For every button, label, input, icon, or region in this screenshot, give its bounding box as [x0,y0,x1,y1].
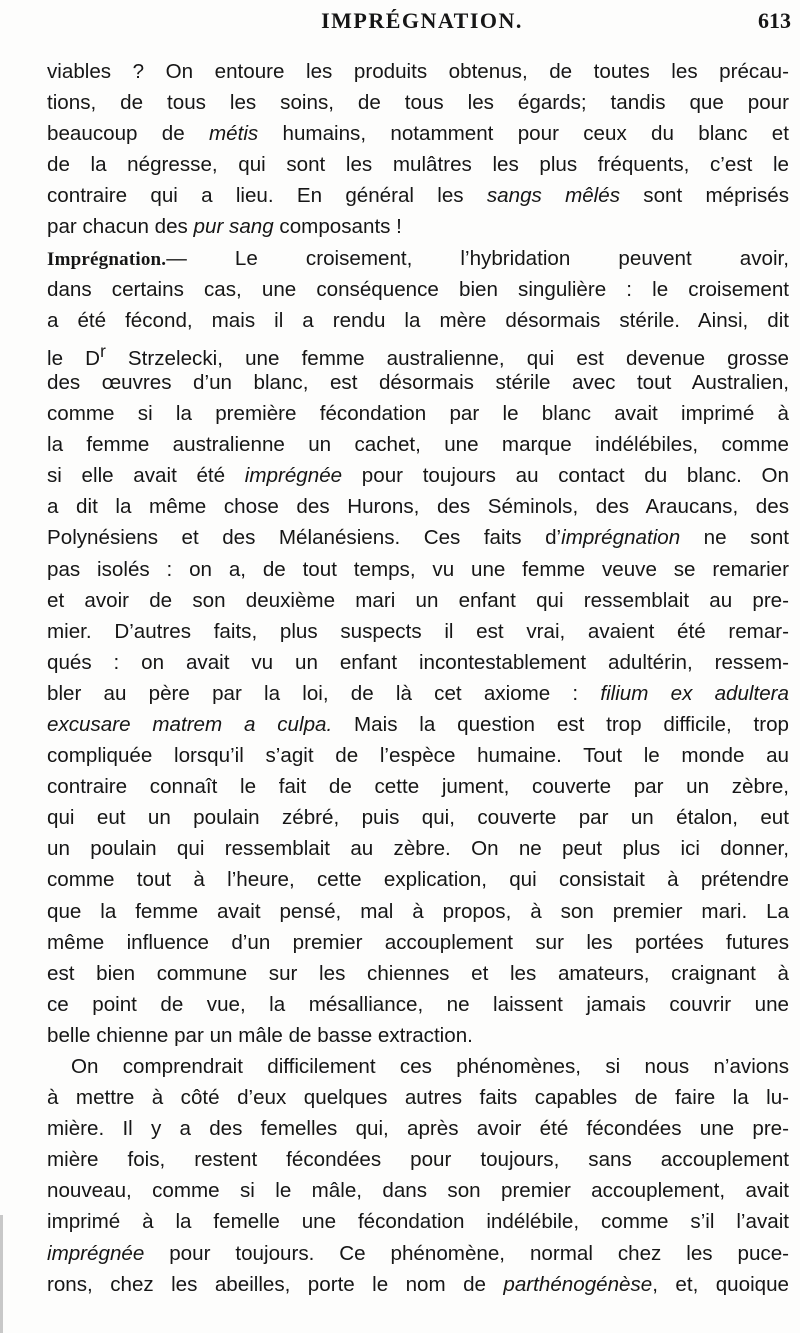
text-line: et avoir de son deuxième mari un enfant qui ressemblait au pre- [47,588,789,612]
text-line: nouveau, comme si le mâle, dans son premier accouplement, avait [47,1179,789,1203]
text-line: un poulain qui ressemblait au zèbre. On ne peut plus ici donner, [47,837,789,861]
italic-term: imprégnée [47,1241,145,1265]
text-line: le $D^r$ Strzelecki, une femme australienne, qui est devenue grosse [47,340,789,370]
text-line: excusare matrem a culpa. Mais la question est trop difficile, trop [47,712,789,736]
text-line: imprégnée pour toujours. Ce phénomène, normal chez les puce- [47,1241,789,1265]
text-line: imprimé à la femelle une fécondation indélébile, comme s’il l’avait [47,1210,789,1234]
italic-term: excusare matrem a culpa. [47,712,333,736]
text-line: mière. Il y a des femelles qui, après avoir été fécondées une pre- [47,1117,789,1141]
italic-term: pur sang [193,215,274,239]
text-line: de la négresse, qui sont les mulâtres les plus fréquents, c’est le [47,153,789,177]
text-line: mière fois, restent fécondées pour toujours, sans accouplement [47,1148,789,1172]
text-line: des œuvres d’un blanc, est désormais stérile avec tout Australien, [47,370,789,394]
text-line: comme tout à l’heure, cette explication, qui consistait à prétendre [47,868,789,892]
text-line: rons, chez les abeilles, porte le nom de parthénogénèse, et, quoique [47,1272,789,1296]
italic-term: imprégnation [561,526,681,550]
text-line: belle chienne par un mâle de basse extraction. [47,1023,473,1047]
text-line: viables ? On entoure les produits obtenus, de toutes les précau- [47,60,789,83]
text-line: que la femme avait pensé, mal à propos, à son premier mari. La [47,899,789,923]
text-line: bler au père par la loi, de là cet axiome : filium ex adultera [47,681,789,705]
text-line: mier. D’autres faits, plus suspects il est vrai, avaient été remar- [47,619,789,643]
italic-term: filium ex adultera [600,681,789,705]
text-line: qués : on avait vu un enfant incontestablement adultérin, ressem- [47,650,789,674]
text-line: la femme australienne un cachet, une marque indélébiles, comme [47,433,789,457]
italic-term: métis [209,122,259,146]
text-line: comme si la première fécondation par le blanc avait imprimé à [47,402,789,426]
italic-term: parthénogénèse [503,1272,653,1296]
text-line: contraire qui a lieu. En général les sangs mêlés sont méprisés [47,184,789,208]
paragraph-start-line: On comprendrait difficilement ces phénomènes, si nous n’avions [71,1055,789,1078]
body-text [47,56,789,1300]
section-heading: Imprégnation. [47,248,167,270]
text-line: qui eut un poulain zébré, puis qui, couverte par un étalon, eut [47,806,789,830]
text-line: a dit la même chose des Hurons, des Séminols, des Araucans, des [47,495,789,519]
text-line: par chacun des pur sang composants ! [47,215,402,239]
text-line: dans certains cas, une conséquence bien singulière : le croisement [47,277,789,301]
running-title: IMPRÉGNATION. [321,8,523,33]
superscript: r [100,340,106,361]
text-line: pas isolés : on a, de tout temps, vu une femme veuve se remarier [47,557,789,581]
text-line: est bien commune sur les chiennes et les amateurs, craignant à [47,961,789,985]
section-heading-line: Imprégnation.— Le croisement, l’hybridation peuvent avoir, [47,246,789,270]
italic-term: imprégnée [244,464,343,488]
text-line: a été fécond, mais il a rendu la mère désormais stérile. Ainsi, dit [47,308,789,332]
text-line: compliquée lorsqu’il s’agit de l’espèce humaine. Tout le monde au [47,744,789,768]
running-head [47,4,797,40]
text-line: beaucoup de métis humains, notamment pour ceux du blanc et [47,122,789,146]
text-line: si elle avait été imprégnée pour toujours au contact du blanc. On [47,464,789,488]
page-number: 613 [758,8,791,33]
text-line: contraire connaît le fait de cette jument, couverte par un zèbre, [47,775,789,799]
text-line: même influence d’un premier accouplement sur les portées futures [47,930,789,954]
text-line: tions, de tous les soins, de tous les égards; tandis que pour [47,91,789,115]
text-line: à mettre à côté d’eux quelques autres faits capables de faire la lu- [47,1086,789,1110]
page-edge-shadow [0,1215,3,1333]
italic-term: sangs mêlés [486,184,621,208]
text-line: ce point de vue, la mésalliance, ne laissent jamais couvrir une [47,992,789,1016]
text-line: Polynésiens et des Mélanésiens. Ces faits d’imprégnation ne sont [47,526,789,550]
